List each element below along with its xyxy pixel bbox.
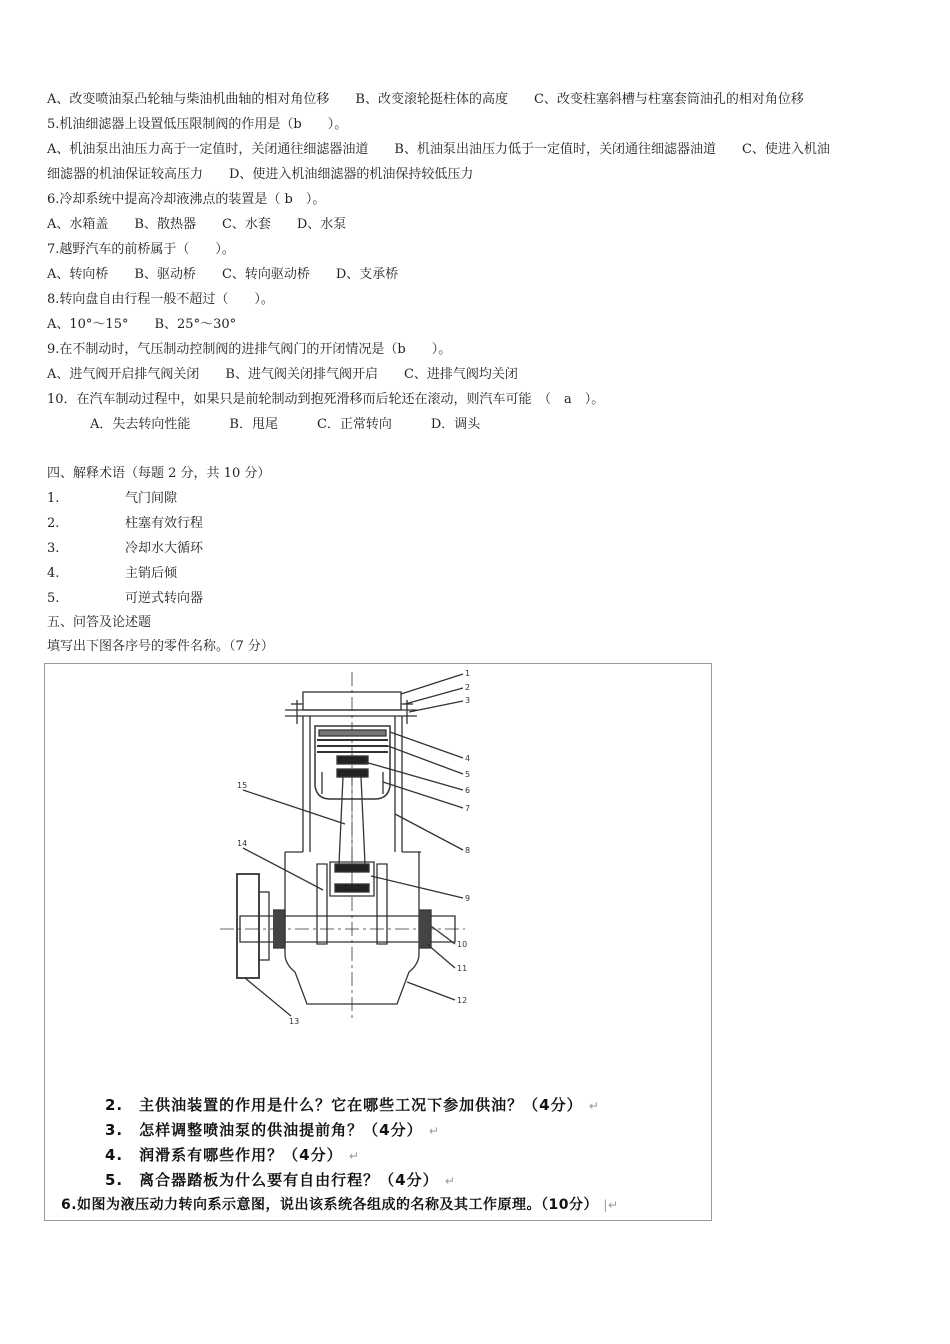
figure-box (44, 663, 712, 1221)
essay-question-text: 5. 离合器踏板为什么要有自由行程？（4分） (105, 1171, 439, 1189)
section-5-title: 五、问答及论述题 (47, 615, 152, 630)
options-9: A、进气阀开启排气阀关闭 B、进气阀关闭排气阀开启 C、进排气阀均关闭 (47, 367, 518, 382)
engine-diagram (45, 664, 713, 1084)
figure-label: 2 (465, 683, 471, 692)
essay-question (105, 1144, 360, 1165)
term-item (0, 565, 950, 583)
figure-label: 14 (237, 839, 248, 848)
essay-question (105, 1119, 440, 1140)
figure-label: 10 (457, 940, 468, 949)
figure-label: 1 (465, 669, 471, 678)
term-item (0, 515, 950, 533)
figure-label: 15 (237, 781, 248, 790)
question-7: 7.越野汽车的前桥属于（ ）。 (47, 242, 235, 257)
return-mark-icon: ↵ (588, 1099, 600, 1113)
essay-question (61, 1194, 619, 1214)
figure-label: 12 (457, 996, 468, 1005)
term-number: 1. (47, 491, 60, 506)
term-text: 主销后倾 (125, 566, 178, 581)
figure-label: 8 (465, 846, 471, 855)
term-text: 柱塞有效行程 (125, 516, 204, 531)
fill-prompt: 填写出下图各序号的零件名称。（7 分） (47, 639, 274, 654)
return-mark-icon: ↵ (348, 1149, 360, 1163)
return-mark-icon: ↵ (428, 1124, 440, 1138)
essay-question (105, 1169, 456, 1190)
text-line: A、机油泵出油压力高于一定值时，关闭通往细滤器油道 B、机油泵出油压力低于一定值时，关闭通往细滤器油道 C、使进入机油 (47, 142, 830, 157)
return-mark-icon: ↵ (444, 1174, 456, 1188)
options-7: A、转向桥 B、驱动桥 C、转向驱动桥 D、支承桥 (47, 267, 399, 282)
text-line: A、改变喷油泵凸轮轴与柴油机曲轴的相对角位移 B、改变滚轮挺柱体的高度 C、改变柱塞斜槽与柱塞套筒油孔的相对角位移 (47, 92, 804, 107)
figure-label: 11 (457, 964, 468, 973)
figure-label: 6 (465, 786, 471, 795)
question-10: 10．在汽车制动过程中，如果只是前轮制动到抱死滑移而后轮还在滚动，则汽车可能 （ a ）。 (47, 392, 605, 407)
essay-question (105, 1094, 600, 1115)
term-text: 冷却水大循环 (125, 541, 204, 556)
question-5: 5.机油细滤器上设置低压限制阀的作用是（b ）。 (47, 117, 348, 132)
term-number: 4. (47, 566, 60, 581)
term-number: 2. (47, 516, 60, 531)
text-line: 细滤器的机油保证较高压力 D、使进入机油细滤器的机油保持较低压力 (47, 167, 474, 182)
figure-label: 9 (465, 894, 471, 903)
figure-label: 13 (289, 1017, 300, 1026)
options-8: A、10°～15° B、25°～30° (47, 317, 237, 332)
options-10: A．失去转向性能 B．甩尾 C．正常转向 D．调头 (90, 417, 481, 432)
term-item (0, 490, 950, 508)
essay-question-text: 2. 主供油装置的作用是什么？它在哪些工况下参加供油？（4分） (105, 1096, 583, 1114)
term-number: 5. (47, 591, 60, 606)
cursor-icon: |↵ (603, 1198, 619, 1212)
question-8: 8.转向盘自由行程一般不超过（ ）。 (47, 292, 274, 307)
term-number: 3. (47, 541, 60, 556)
essay-question-text: 4. 润滑系有哪些作用？（4分） (105, 1146, 343, 1164)
options-6: A、水箱盖 B、散热器 C、水套 D、水泵 (47, 217, 347, 232)
question-9: 9.在不制动时，气压制动控制阀的进排气阀门的开闭情况是（b ）。 (47, 342, 452, 357)
figure-label: 7 (465, 804, 471, 813)
figure-label: 3 (465, 696, 471, 705)
term-item (0, 590, 950, 608)
figure-label: 4 (465, 754, 471, 763)
term-text: 气门间隙 (125, 491, 178, 506)
essay-question-text: 3. 怎样调整喷油泵的供油提前角？（4分） (105, 1121, 423, 1139)
term-text: 可逆式转向器 (125, 591, 204, 606)
essay-question-text: 6.如图为液压动力转向系示意图，说出该系统各组成的名称及其工作原理。（10分） (61, 1197, 599, 1213)
section-4-title: 四、解释术语（每题 2 分，共 10 分） (47, 466, 271, 481)
question-6: 6.冷却系统中提高冷却液沸点的装置是（ b ）。 (47, 192, 326, 207)
figure-label: 5 (465, 770, 471, 779)
term-item (0, 540, 950, 558)
